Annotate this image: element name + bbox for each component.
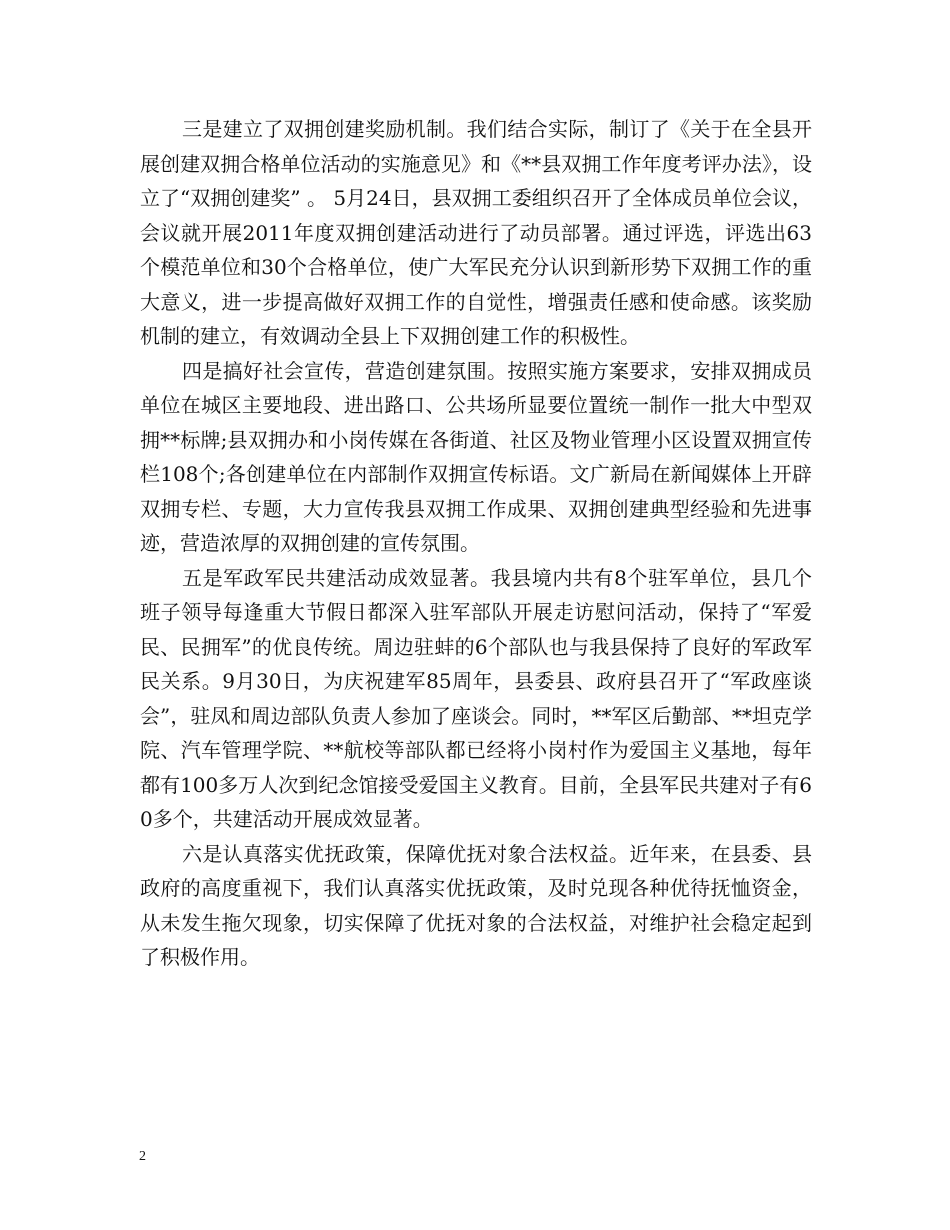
paragraph-military-civil-cooperation: 五是军政军民共建活动成效显著。我县境内共有8个驻军单位，县几个班子领导每逢重大节假日都深入驻军部队开展走访慰问活动，保持了“军爱民、民拥军”的优良传统。周边驻蚌的6个部队也与我县保持了良好的军政军民关系。9月30日，为庆祝建军85周年，县委县、政府县召开了“军政座谈会”，驻凤和周边部队负责人参加了座谈会。同时，**军区后勤部、**坦克学院、汽车管理学院、**航校等部队都已经将小岗村作为爱国主义基地，每年都有100多万人次到纪念馆接受爱国主义教育。目前，全县军民共建对子有60多个，共建活动开展成效显著。 xyxy=(140,565,812,831)
paragraph-social-publicity: 四是搞好社会宣传，营造创建氛围。按照实施方案要求，安排双拥成员单位在城区主要地段、进出路口、公共场所显要位置统一制作一批大中型双拥**标牌;县双拥办和小岗传媒在各街道、社区及物业管理小区设置双拥宣传栏108个;各创建单位在内部制作双拥宣传标语。文广新局在新闻媒体上开辟双拥专栏、专题，大力宣传我县双拥工作成果、双拥创建典型经验和先进事迹，营造浓厚的双拥创建的宣传氛围。 xyxy=(140,358,812,555)
paragraph-incentive-mechanism: 三是建立了双拥创建奖励机制。我们结合实际，制订了《关于在全县开展创建双拥合格单位活动的实施意见》和《**县双拥工作年度考评办法》，设立了“双拥创建奖” 。 5月24日，县双拥工委组织召开了全体成员单位会议，会议就开展2011年度双拥创建活动进行了动员部署。通过评选，评选出63个模范单位和30个合格单位，使广大军民充分认识到新形势下双拥工作的重大意义，进一步提高做好双拥工作的自觉性，增强责任感和使命感。该奖励机制的建立，有效调动全县上下双拥创建工作的积极性。 xyxy=(140,117,812,348)
paragraph-preferential-policy: 六是认真落实优抚政策，保障优抚对象合法权益。近年来，在县委、县政府的高度重视下，我们认真落实优抚政策，及时兑现各种优待抚恤资金，从未发生拖欠现象，切实保障了优抚对象的合法权益，对维护社会稳定起到了积极作用。 xyxy=(140,841,812,969)
document-body xyxy=(140,112,812,975)
page-number: 2 xyxy=(139,1149,146,1164)
